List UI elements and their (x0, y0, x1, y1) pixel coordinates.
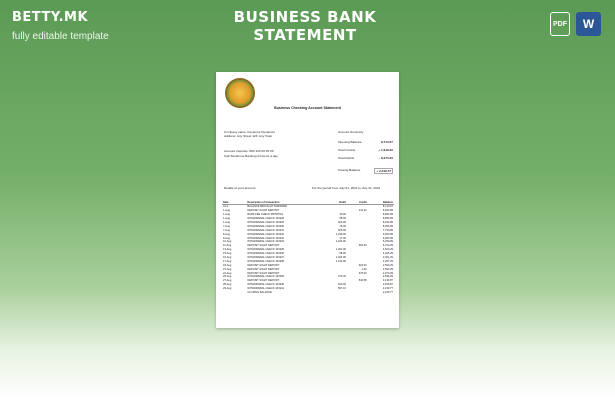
table-cell: 76.00 (339, 224, 346, 228)
table-cell: 320.00 (337, 283, 346, 287)
table-row (222, 291, 394, 295)
table-cell: 27-Aug (223, 279, 232, 283)
table-cell: 2,970.29 (382, 271, 393, 275)
summary-label: Closing Balance (338, 168, 361, 172)
table-cell: 9-Aug (223, 236, 230, 240)
table-cell: 16-Aug (223, 256, 232, 260)
table-cell: 1,224.00 (335, 240, 346, 244)
table-cell: 6,500.99 (382, 232, 393, 236)
table-cell: 22-Aug (223, 271, 232, 275)
table-cell: WITHDRAWAL CHECK 101938 (247, 259, 284, 263)
column-header: Credit (347, 200, 368, 205)
bank-seal-icon (225, 78, 255, 108)
pdf-file-label: PDF (553, 20, 567, 28)
table-cell: DEPOSIT SIGHT DEPOSIT (247, 244, 280, 248)
table-cell: 567.10 (337, 287, 346, 291)
table-cell: WITHDRAWAL CHECK 101928 (247, 217, 284, 221)
table-cell: 2,249.77 (382, 287, 393, 291)
table-cell: 18-Aug (223, 263, 232, 267)
summary-label: Total Debits (338, 156, 355, 160)
word-file-label: W (582, 17, 595, 31)
table-cell: 5,259.99 (382, 240, 393, 244)
table-cell: DEPOSIT SIGHT DEPOSIT (247, 279, 280, 283)
table-cell: 2,596.29 (382, 275, 393, 279)
table-cell: 424.00 (337, 221, 346, 224)
table-cell: 2,267.29 (382, 259, 393, 263)
table-cell: CLOSING BALANCE (247, 291, 272, 295)
page-headline: BUSINESS BANK STATEMENT (233, 8, 377, 44)
table-cell: 29-Aug (223, 287, 232, 291)
column-header: Debit (326, 200, 347, 205)
table-cell: 374.00 (337, 275, 346, 279)
table-cell: DEPOSIT SIGHT DEPOSIT (247, 263, 280, 267)
table-cell: 8,713.67 (382, 205, 393, 209)
table-cell: 4,425.29 (382, 252, 393, 256)
table-cell: DEPOSIT SIGHT DEPOSIT (247, 267, 280, 271)
summary-value: 8,713.67 (380, 140, 393, 144)
table-cell: BALANCE BROUGHT FORWARD (247, 205, 288, 209)
table-cell: WITHDRAWAL CHECK 101931 (247, 228, 284, 232)
company-name: Company name: Keystone Dynamics (224, 130, 275, 134)
table-cell: 464.30 (358, 244, 367, 248)
table-cell: 540.58 (358, 279, 367, 283)
table-cell: 8,924.99 (382, 209, 393, 213)
table-cell: 30.00 (339, 213, 346, 217)
table-cell (347, 291, 368, 295)
table-cell: WITHDRAWAL CHECK 101929 (247, 221, 284, 224)
brand-tagline: fully editable template (12, 31, 109, 42)
table-cell: 17-Aug (223, 259, 232, 263)
table-cell: WITHDRAWAL CHECK 101939 (247, 275, 284, 279)
table-cell: 98.00 (339, 252, 346, 256)
table-cell: 8,894.99 (382, 213, 393, 217)
summary-label: Opening Balance (338, 140, 362, 144)
summary-debits (338, 156, 393, 160)
table-cell: 2,594.29 (382, 267, 393, 271)
summary-value: - 8,373.20 (379, 156, 393, 160)
details-label: Details of your account (224, 186, 256, 190)
column-header: Description of transaction (246, 200, 326, 205)
table-cell: Jul 1 (223, 205, 229, 209)
company-address: Address: Any Street 123, Any Town (224, 134, 273, 138)
statement-preview (216, 72, 399, 328)
table-cell: 2,593.29 (382, 263, 393, 267)
table-cell: 8,856.99 (382, 217, 393, 221)
table-cell: 326.00 (358, 263, 367, 267)
summary-value: + 2,249.77 (376, 169, 391, 173)
table-cell: 13-Aug (223, 248, 232, 252)
statement-period: For the period from July 01, 2021 to July 31, 2021 (312, 186, 381, 190)
transactions-table (222, 200, 394, 294)
table-cell: 1-Aug (223, 221, 230, 224)
table-cell: 8,432.99 (382, 221, 393, 224)
column-header: Date (222, 200, 246, 205)
word-file-icon (576, 12, 601, 36)
table-cell: 25-Aug (223, 275, 232, 279)
summary-value: + 1,919.20 (378, 148, 393, 152)
table-cell: WITHDRAWAL CHECK 101932 (247, 232, 284, 236)
table-cell (326, 291, 347, 295)
table-cell: 2,816.87 (382, 283, 393, 287)
table-cell: 626.00 (337, 228, 346, 232)
table-cell: WITHDRAWAL CHECK 101930 (247, 224, 284, 228)
table-cell: 1,134.00 (335, 259, 346, 263)
table-cell: 10-Aug (223, 240, 232, 244)
brand-logo (12, 10, 109, 42)
table-cell: 1,024.00 (335, 256, 346, 260)
transactions-body (222, 205, 394, 295)
table-cell: 1-Aug (223, 209, 230, 213)
table-cell: WITHDRAWAL CHECK 101940 (247, 283, 284, 287)
table-cell: 1,230.00 (335, 232, 346, 236)
table-cell: BANK FEE CHECK PRINTING (247, 213, 284, 217)
table-cell: 6,483.99 (382, 236, 393, 240)
table-cell: 1-Aug (223, 213, 230, 217)
table-cell: 5,724.29 (382, 244, 393, 248)
table-cell: WITHDRAWAL CHECK 101934 (247, 240, 284, 244)
table-cell: 376.00 (358, 271, 367, 275)
table-cell: WITHDRAWAL CHECK 101937 (247, 256, 284, 260)
table-cell: 1.00 (361, 267, 367, 271)
table-cell: 28-Aug (223, 283, 232, 287)
table-cell: WITHDRAWAL CHECK 101936 (247, 252, 284, 256)
summary-credits (338, 148, 393, 152)
table-cell: 1,201.00 (335, 248, 346, 252)
table-cell: 3,136.87 (382, 279, 393, 283)
table-cell: DEPOSIT SIGHT DEPOSIT (247, 209, 280, 213)
account-inquiries: Account Inquiries: 800 123 00 45 00 (224, 149, 274, 153)
table-cell (222, 291, 246, 295)
table-cell: 7-Aug (223, 224, 230, 228)
table-cell: WITHDRAWAL CHECK 101941 (247, 287, 284, 291)
table-cell: 17.00 (339, 236, 346, 240)
table-cell: WITHDRAWAL CHECK 101933 (247, 236, 284, 240)
table-cell: 38.00 (339, 217, 346, 221)
table-cell: 211.32 (358, 209, 367, 213)
statement-title: Business Checking Account Statement (274, 106, 341, 110)
table-cell: 7,730.99 (382, 228, 393, 232)
pdf-file-icon (550, 12, 570, 36)
table-cell: 7-Aug (223, 228, 230, 232)
table-cell: 8,356.99 (382, 224, 393, 228)
table-cell: 4,523.29 (382, 248, 393, 252)
table-cell: 15-Aug (223, 252, 232, 256)
table-cell: 2,249.77 (382, 291, 393, 295)
table-cell: DEPOSIT SIGHT DEPOSIT (247, 271, 280, 275)
telephone-banking: Call Telephone Banking 24 hours a day (224, 154, 278, 158)
brand-name: BETTY.MK (12, 10, 89, 25)
table-cell: 3,401.29 (382, 256, 393, 260)
summary-heading: Account Summary (338, 130, 364, 134)
summary-opening (338, 140, 393, 144)
table-cell: 21-Aug (223, 267, 232, 271)
table-cell: 8-Aug (223, 232, 230, 236)
table-cell: WITHDRAWAL CHECK 101935 (247, 248, 284, 252)
summary-label: Total Credits (338, 148, 356, 152)
table-cell: 11-Aug (223, 244, 232, 248)
table-cell: 1-Aug (223, 217, 230, 221)
column-header: Balance (368, 200, 394, 205)
summary-closing (338, 168, 393, 174)
